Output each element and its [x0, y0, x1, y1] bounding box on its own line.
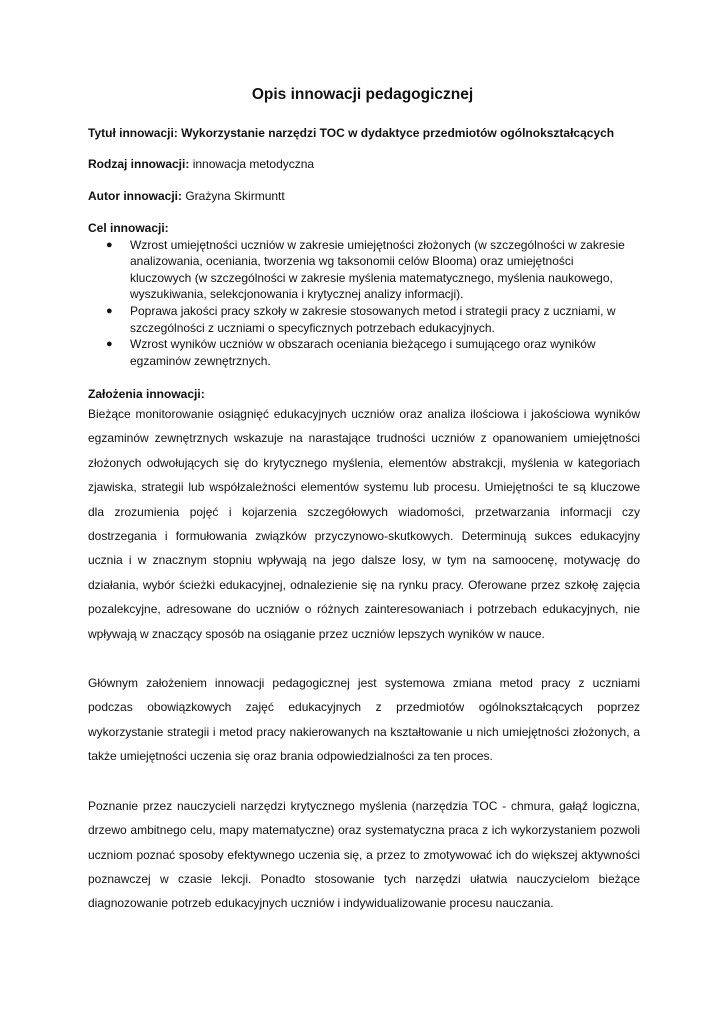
bullet-icon: ●: [106, 338, 113, 351]
field-label: Tytuł innowacji:: [88, 126, 178, 140]
field-label: Autor innowacji:: [88, 189, 182, 203]
paragraph: Bieżące monitorowanie osiągnięć edukacyjnych uczniów oraz analiza ilościowa i jakościowa wyników egzaminów zewnętrznych wskazuje na narastające trudności uczniów z opanowaniem umiejętności złożonych odwołujących się do krytycznego myślenia, elementów abstrakcji, myślenia w kategoriach zjawiska, strategii lub współzależności elementów systemu lub procesu. Umiejętności te są kluczowe dla zrozumienia pojęć i kojarzenia szczegółowych wiadomości, przetwarzania informacji czy dostrzegania i formułowania związków przyczynowo-skutkowych. Determinują sukces edukacyjny ucznia i w znacznym stopniu wpływają na jego dalsze losy, w tym na samoocenę, motywację do działania, wybór ścieżki edukacyjnej, odnalezienie się na rynku pracy. Oferowane przez szkołę zajęcia pozalekcyjne, adresowane do uczniów o różnych zainteresowaniach i potrzebach edukacyjnych, nie wpływają w znaczący sposób na osiąganie przez uczniów lepszych wyników w nauce.: [88, 407, 640, 641]
goals-heading: Cel innowacji:: [88, 221, 169, 235]
bullet-icon: ●: [106, 238, 113, 251]
list-item: [88, 237, 640, 303]
assumptions-section: [88, 386, 640, 916]
assumptions-heading: Założenia innowacji:: [88, 387, 205, 401]
goal-text: Wzrost wyników uczniów w obszarach oceniania bieżącego i sumującego oraz wyników egzaminów zewnętrznych.: [130, 337, 596, 368]
goal-text: Poprawa jakości pracy szkoły w zakresie stosowanych metod i strategii pracy z uczniami, w szczególności z uczniami o specyficznych potrzebach edukacyjnych.: [130, 303, 616, 335]
list-item: [88, 336, 640, 369]
paragraph: Głównym założeniem innowacji pedagogicznej jest systemowa zmiana metod pracy z uczniami podczas obowiązkowych zajęć edukacyjnych z przedmiotów ogólnokształcących poprzez wykorzystanie strategii i metod pracy nakierowanych na kształtowanie u nich umiejętności złożonych, a także umiejętności uczenia się oraz brania odpowiedzialności za ten proces.: [88, 676, 640, 764]
goals-section: [88, 220, 640, 369]
field-value: Grażyna Skirmuntt: [185, 189, 285, 203]
field-innovation-type: [88, 156, 640, 172]
field-innovation-author: [88, 188, 640, 204]
page-title: Opis innowacji pedagogicznej: [251, 86, 474, 103]
field-value: innowacja metodyczna: [192, 157, 315, 171]
field-value: Wykorzystanie narzędzi TOC w dydaktyce przedmiotów ogólnokształcących: [181, 126, 615, 140]
list-item: [88, 303, 640, 336]
field-label: Rodzaj innowacji:: [88, 157, 190, 171]
goal-text: Wzrost umiejętności uczniów w zakresie umiejętności złożonych (w szczególności w zakresie analizowania, oceniania, tworzenia wg taksonomii celów Blooma) oraz umiejętności kluczowych (w szczególności w zakresie myślenia matematycznego, myślenia naukowego, wyszukiwania, selekcjonowania i krytycznej analizy informacji).: [130, 237, 625, 302]
bullet-icon: ●: [106, 304, 113, 317]
goal-list: [88, 237, 640, 370]
paragraph: Poznanie przez nauczycieli narzędzi krytycznego myślenia (narzędzia TOC - chmura, gałąź logiczna, drzewo ambitnego celu, mapy matematyczne) oraz systematyczna praca z ich wykorzystaniem pozwoli uczniom poznać sposoby efektywnego uczenia się, a przez to zmotywować ich do większej aktywności poznawczej w czasie lekcji. Ponadto stosowanie tych narzędzi ułatwia nauczycielom bieżące diagnozowanie potrzeb edukacyjnych uczniów i indywidualizowanie procesu nauczania.: [88, 798, 640, 911]
field-innovation-title: [88, 125, 640, 141]
